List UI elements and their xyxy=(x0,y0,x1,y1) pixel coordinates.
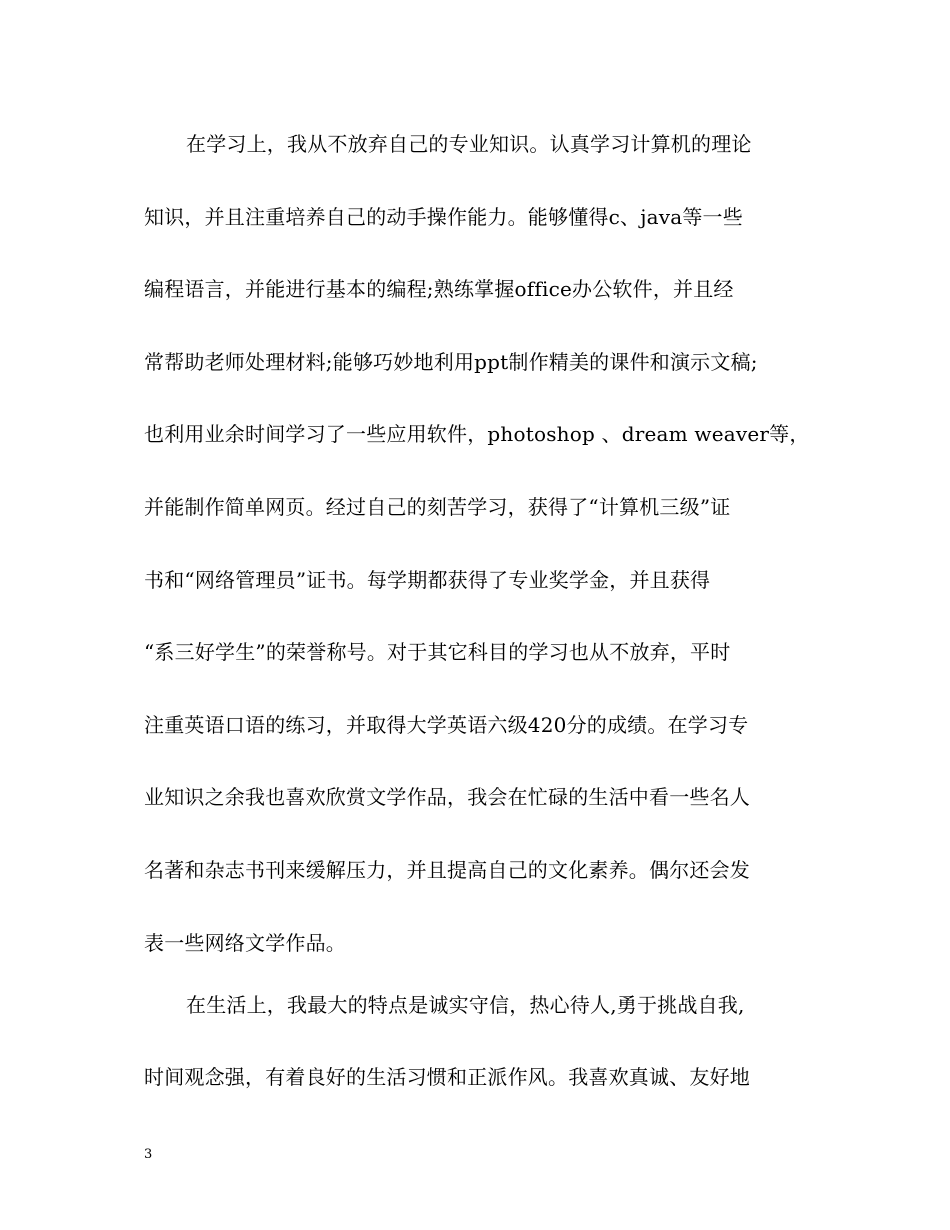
text-line: 注重英语口语的练习，并取得大学英语六级420分的成绩。在学习专 xyxy=(144,712,749,737)
text-line: 知识，并且注重培养自己的动手操作能力。能够懂得c、java等一些 xyxy=(144,204,743,229)
text-line: 表一些网络文学作品。 xyxy=(144,930,346,955)
text-line: 名著和杂志书刊来缓解压力，并且提高自己的文化素养。偶尔还会发 xyxy=(144,857,750,882)
text-line: 在学习上，我从不放弃自己的专业知识。认真学习计算机的理论 xyxy=(186,132,752,156)
text-line: 编程语言，并能进行基本的编程;熟练掌握office办公软件，并且经 xyxy=(144,277,734,302)
text-line: “系三好学生”的荣誉称号。对于其它科目的学习也从不放弃，平时 xyxy=(144,640,731,665)
text-line: 并能制作简单网页。经过自己的刻苦学习，获得了“计算机三级”证 xyxy=(144,494,731,519)
text-line: 时间观念强，有着良好的生活习惯和正派作风。我喜欢真诚、友好地 xyxy=(144,1065,750,1090)
text-line: 在生活上，我最大的特点是诚实守信，热心待人,勇于挑战自我, xyxy=(186,992,745,1017)
text-line: 书和“网络管理员”证书。每学期都获得了专业奖学金，并且获得 xyxy=(144,567,711,592)
text-line: 也利用业余时间学习了一些应用软件，photoshop 、dream weaver等， xyxy=(144,422,810,447)
body-text xyxy=(144,122,814,1128)
text-line: 业知识之余我也喜欢欣赏文学作品，我会在忙碌的生活中看一些名人 xyxy=(144,785,750,810)
page-number: 3 xyxy=(144,1147,153,1162)
text-line: 常帮助老师处理材料;能够巧妙地利用ppt制作精美的课件和演示文稿; xyxy=(144,349,758,374)
